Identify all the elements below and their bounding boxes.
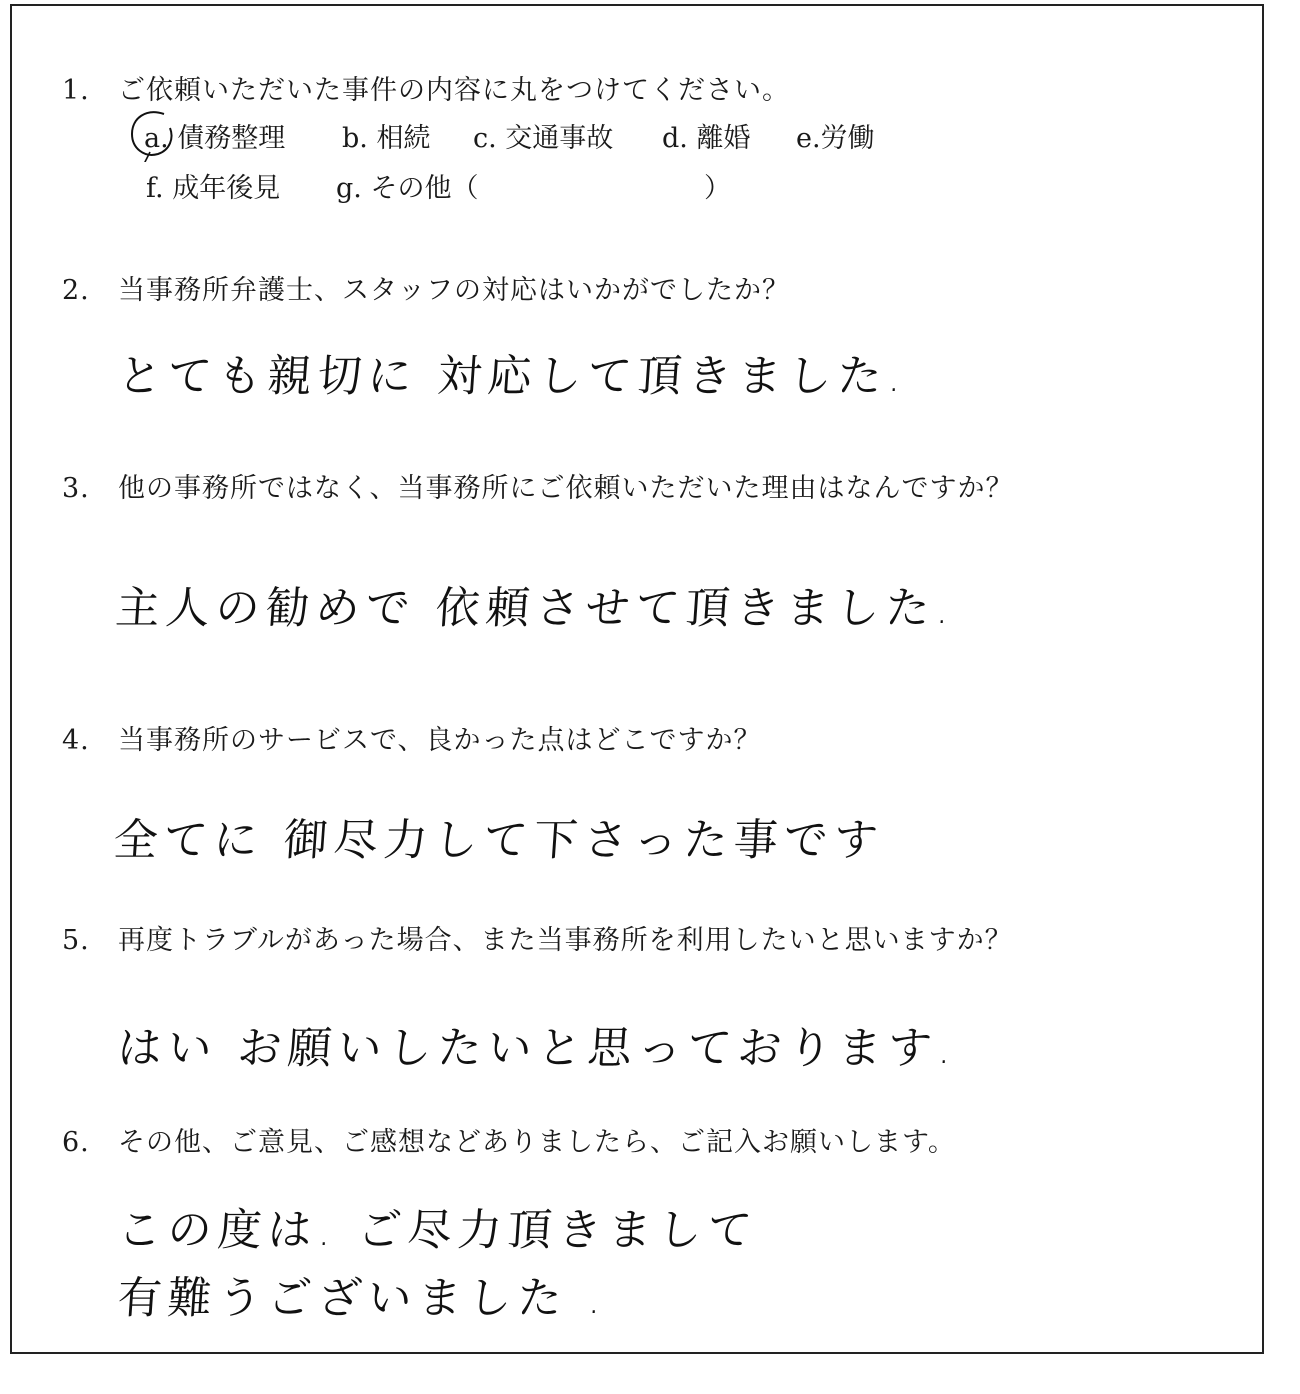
question-number: 1. xyxy=(62,75,90,106)
question-number: 2. xyxy=(62,275,90,306)
question-number: 6. xyxy=(62,1127,90,1158)
question-2 xyxy=(62,268,790,307)
question-number: 3. xyxy=(62,473,90,504)
question-text: 再度トラブルがあった場合、また当事務所を利用したいと思いますか？ xyxy=(118,925,1013,956)
question-3 xyxy=(62,466,1013,505)
answer-5: はい お願いしたいと思っております. xyxy=(115,1023,960,1074)
option-f[interactable]: f. 成年後見 xyxy=(146,173,281,204)
question-text: 当事務所のサービスで、良かった点はどこですか？ xyxy=(118,725,762,756)
option-d[interactable]: d. 離婚 xyxy=(662,123,751,154)
option-a[interactable]: a. 債務整理 xyxy=(144,123,286,154)
question-text: 当事務所弁護士、スタッフの対応はいかがでしたか？ xyxy=(118,275,790,306)
question-number: 4. xyxy=(62,725,90,756)
question-number: 5. xyxy=(62,925,90,956)
option-g[interactable]: g. その他（ xyxy=(336,173,479,204)
question-5 xyxy=(62,918,1013,957)
answer-6-line-2: 有難うございました . xyxy=(115,1273,610,1324)
question-6 xyxy=(62,1120,956,1159)
answer-6-line-1: この度は. ご尽力頂きまして xyxy=(115,1205,760,1256)
option-b[interactable]: b. 相続 xyxy=(342,123,431,154)
question-1 xyxy=(62,68,790,107)
answer-2: とても親切に 対応して頂きました. xyxy=(115,351,910,402)
option-c[interactable]: c. 交通事故 xyxy=(473,123,614,154)
option-g-close: ） xyxy=(704,173,731,204)
question-text: ご依頼いただいた事件の内容に丸をつけてください。 xyxy=(118,75,790,106)
option-e[interactable]: e.労働 xyxy=(796,123,875,154)
question-text: 他の事務所ではなく、当事務所にご依頼いただいた理由はなんですか？ xyxy=(118,473,1014,504)
answer-4: 全てに 御尽力して下さった事です xyxy=(111,815,886,866)
answer-3: 主人の勧めで 依頼させて頂きました. xyxy=(113,583,958,634)
question-text: その他、ご意見、ご感想などありましたら、ご記入お願いします。 xyxy=(118,1127,956,1158)
question-4 xyxy=(62,718,761,757)
